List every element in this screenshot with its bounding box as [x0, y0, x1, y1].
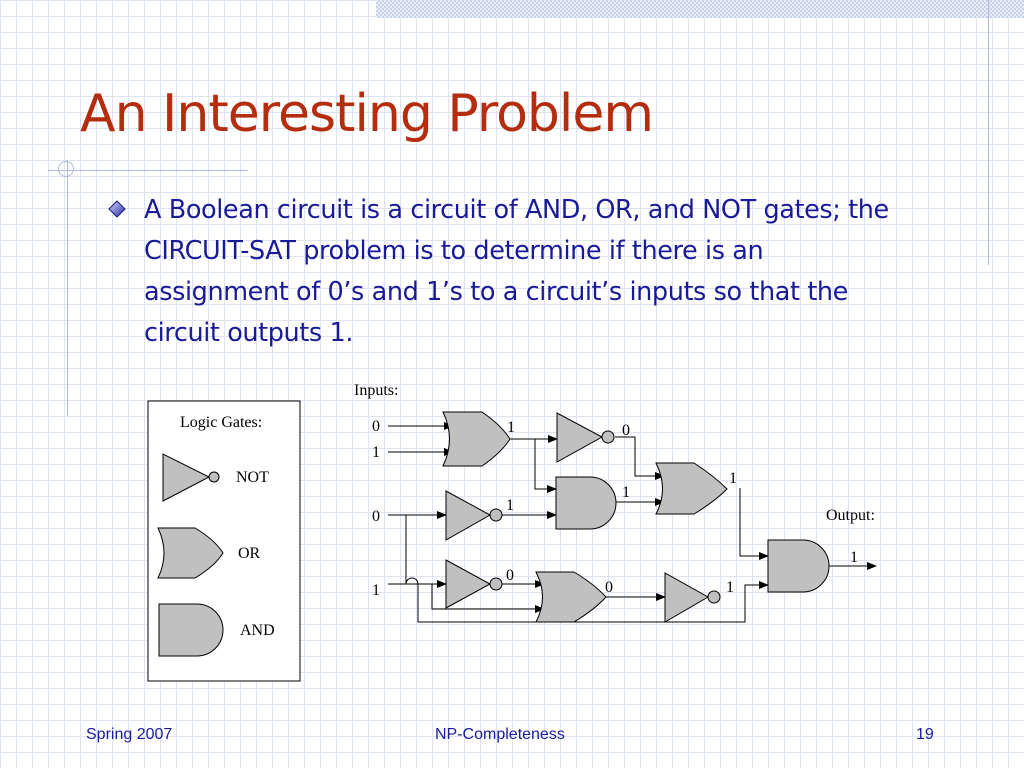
not-gate-1: [557, 413, 614, 462]
signal-value: 1: [850, 549, 858, 566]
legend-or-label: OR: [238, 545, 261, 562]
legend-and-gate: [159, 604, 223, 656]
or-gate-2: [656, 463, 727, 514]
footer-date: Spring 2007: [86, 726, 173, 743]
and-gate-final: [768, 540, 829, 592]
signal-value: 0: [506, 567, 514, 584]
signal-value: 0: [622, 422, 630, 439]
legend-title: Logic Gates:: [180, 414, 263, 431]
footer-topic: NP-Completeness: [435, 726, 565, 743]
not-gate-2: [446, 491, 502, 540]
not-gate-4: [665, 573, 720, 622]
signal-value: 0: [605, 579, 613, 596]
slide-number: 19: [916, 726, 934, 743]
slide-title: An Interesting Problem: [80, 84, 653, 144]
or-gate-3: [536, 572, 606, 622]
input-value: 0: [372, 418, 380, 435]
legend-and-label: AND: [240, 622, 275, 639]
output-label: Output:: [826, 507, 875, 524]
signal-value: 1: [506, 497, 514, 514]
signal-value: 1: [507, 419, 515, 436]
input-value: 1: [372, 582, 380, 599]
input-value: 0: [372, 508, 380, 525]
inputs-label: Inputs:: [354, 382, 399, 399]
input-value: 1: [372, 444, 380, 461]
not-gate-3: [446, 560, 502, 608]
or-gate-1: [443, 412, 510, 466]
bullet-text: A Boolean circuit is a circuit of AND, OR, and NOT gates; the CIRCUIT-SAT problem is to determine if there is an assignment of 0’s and 1’s to a circuit’s inputs so that the circuit outputs 1.: [144, 195, 889, 348]
signal-value: 1: [729, 470, 737, 487]
legend-not-label: NOT: [236, 469, 269, 486]
and-gate-1: [556, 477, 616, 529]
signal-value: 1: [726, 579, 734, 596]
signal-value: 1: [622, 484, 630, 501]
